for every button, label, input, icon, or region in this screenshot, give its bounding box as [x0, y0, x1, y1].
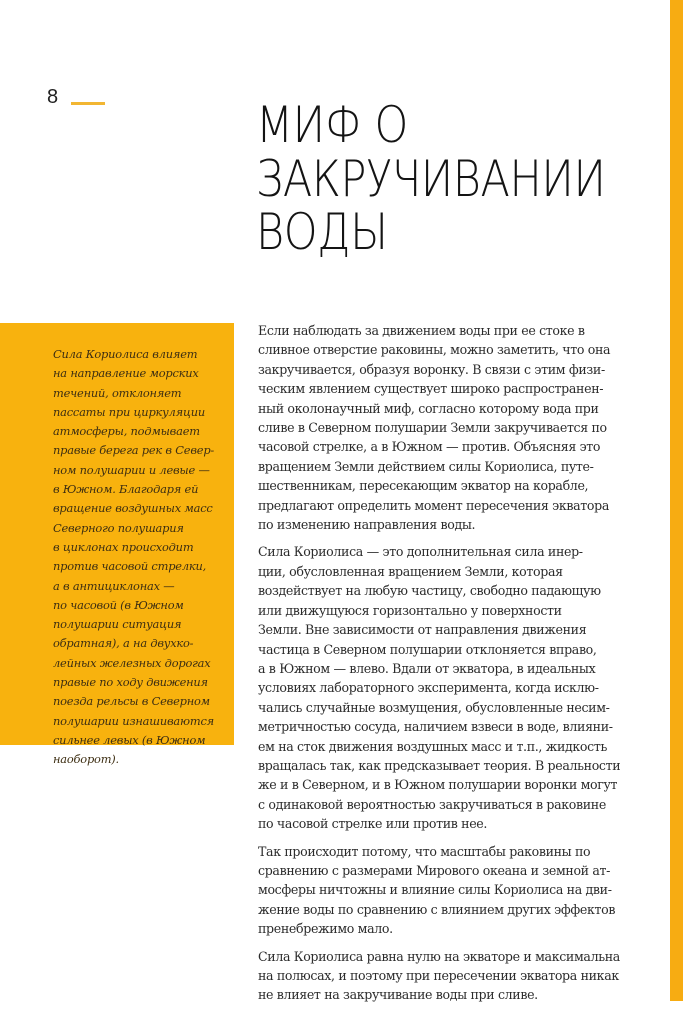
- text-line: условиях лабораторного эксперимента, когда исклю-: [258, 680, 599, 696]
- page-number-underline: [71, 102, 105, 105]
- sidebar-line: Северного полушария: [53, 520, 184, 535]
- text-line: же и в Северном, и в Южном полушарии воронки могут: [258, 777, 618, 793]
- sidebar-line: по часовой (в Южном: [53, 597, 184, 612]
- paragraph-scale-explanation: [258, 842, 630, 939]
- sidebar-line: наоборот).: [53, 752, 119, 767]
- text-line: а в Южном — влево. Вдали от экватора, в идеальных: [258, 660, 596, 676]
- text-line: вращением Земли действием силы Кориолиса, путе-: [258, 458, 594, 474]
- text-line: воздействует на любую частицу, свободно падающую: [258, 583, 601, 599]
- text-line: шественникам, пересекающим экватор на корабле,: [258, 478, 589, 494]
- sidebar-line: ном полушарии и левые —: [53, 462, 210, 477]
- text-line: ческим явлением существует широко распространен-: [258, 381, 604, 397]
- sidebar-line: полушарии изнашиваются: [53, 713, 214, 728]
- sidebar-line: полушарии ситуация: [53, 617, 182, 632]
- text-line: частица в Северном полушарии отклоняется вправо,: [258, 641, 597, 657]
- text-line: на полюсах, и поэтому при пересечении экватора никак: [258, 968, 619, 983]
- sidebar-line: в циклонах происходит: [53, 539, 194, 554]
- paragraph-intro: [258, 321, 630, 534]
- sidebar-line: обратная), а на двухко-: [53, 636, 194, 651]
- text-line: чались случайные возмущения, обусловленные несим-: [258, 699, 610, 715]
- sidebar-line: правые по ходу движения: [53, 675, 208, 690]
- sidebar-line: лейных железных дорогах: [53, 655, 211, 670]
- paragraph-coriolis-definition: [258, 542, 630, 833]
- text-line: по изменению направления воды.: [258, 517, 476, 533]
- text-line: Сила Кориолиса — это дополнительная сила инер-: [258, 544, 583, 560]
- text-line: по часовой стрелке или против нее.: [258, 816, 488, 832]
- text-line: Сила Кориолиса равна нулю на экваторе и максимальна: [258, 948, 620, 964]
- text-line: часовой стрелке, а в Южном — против. Объясняя это: [258, 439, 601, 455]
- edge-accent-bar: [670, 0, 683, 1001]
- text-line: мосферы ничтожны и влияние силы Кориолиса на дви-: [258, 882, 612, 898]
- sidebar-line: сильнее левых (в Южном: [53, 732, 206, 747]
- text-line: или движущуюся горизонтально у поверхности: [258, 602, 562, 618]
- text-line: жение воды по сравнению с влиянием других эффектов: [258, 901, 616, 917]
- sidebar-line: правые берега рек в Север-: [53, 443, 215, 458]
- sidebar-line: Сила Кориолиса влияет: [53, 347, 198, 361]
- text-line: Земли. Вне зависимости от направления движения: [258, 622, 587, 638]
- title-line: ВОДЫ: [256, 203, 388, 261]
- title-line: МИФ О: [256, 96, 408, 154]
- body-text: [258, 321, 630, 1013]
- sidebar-line: а в антициклонах —: [53, 578, 175, 593]
- sidebar-line: поезда рельсы в Северном: [53, 694, 210, 709]
- sidebar-line: течений, отклоняет: [53, 385, 182, 400]
- page-number: 8: [47, 86, 59, 108]
- text-line: сливное отверстие раковины, можно заметить, что она: [258, 342, 611, 358]
- text-line: Так происходит потому, что масштабы раковины по: [258, 843, 591, 859]
- text-line: не влияет на закручивание воды при сливе.: [258, 987, 538, 1003]
- sidebar-line: на направление морских: [53, 366, 199, 381]
- text-line: вращалась так, как предсказывает теория. В реальности: [258, 757, 621, 773]
- text-line: предлагают определить момент пересечения экватора: [258, 497, 609, 513]
- sidebar-line: пассаты при циркуляции: [53, 404, 205, 419]
- text-line: сливе в Северном полушарии Земли закручивается по: [258, 420, 607, 436]
- title-line: ЗАКРУЧИВАНИИ: [256, 149, 606, 208]
- text-line: ный околонаучный миф, согласно которому вода при: [258, 400, 599, 416]
- sidebar-callout-text: [53, 345, 233, 770]
- sidebar-line: в Южном. Благодаря ей: [53, 482, 199, 497]
- text-line: сравнению с размерами Мирового океана и земной ат-: [258, 862, 611, 878]
- text-line: Если наблюдать за движением воды при ее стоке в: [258, 323, 585, 338]
- sidebar-line: вращение воздушных масс: [53, 501, 213, 516]
- text-line: с одинаковой вероятностью закручиваться в раковине: [258, 796, 606, 812]
- text-line: пренебрежимо мало.: [258, 921, 393, 937]
- sidebar-line: атмосферы, подмывает: [53, 424, 200, 439]
- text-line: ции, обусловленная вращением Земли, которая: [258, 563, 563, 579]
- paragraph-conclusion: [258, 947, 630, 1005]
- sidebar-line: против часовой стрелки,: [53, 559, 207, 574]
- text-line: закручивается, образуя воронку. В связи с этим физи-: [258, 361, 605, 377]
- text-line: ем на сток движения воздушных масс и т.п., жидкость: [258, 738, 607, 754]
- text-line: метричностью сосуда, наличием взвеси в воде, влияни-: [258, 719, 613, 735]
- page-title: [256, 96, 606, 261]
